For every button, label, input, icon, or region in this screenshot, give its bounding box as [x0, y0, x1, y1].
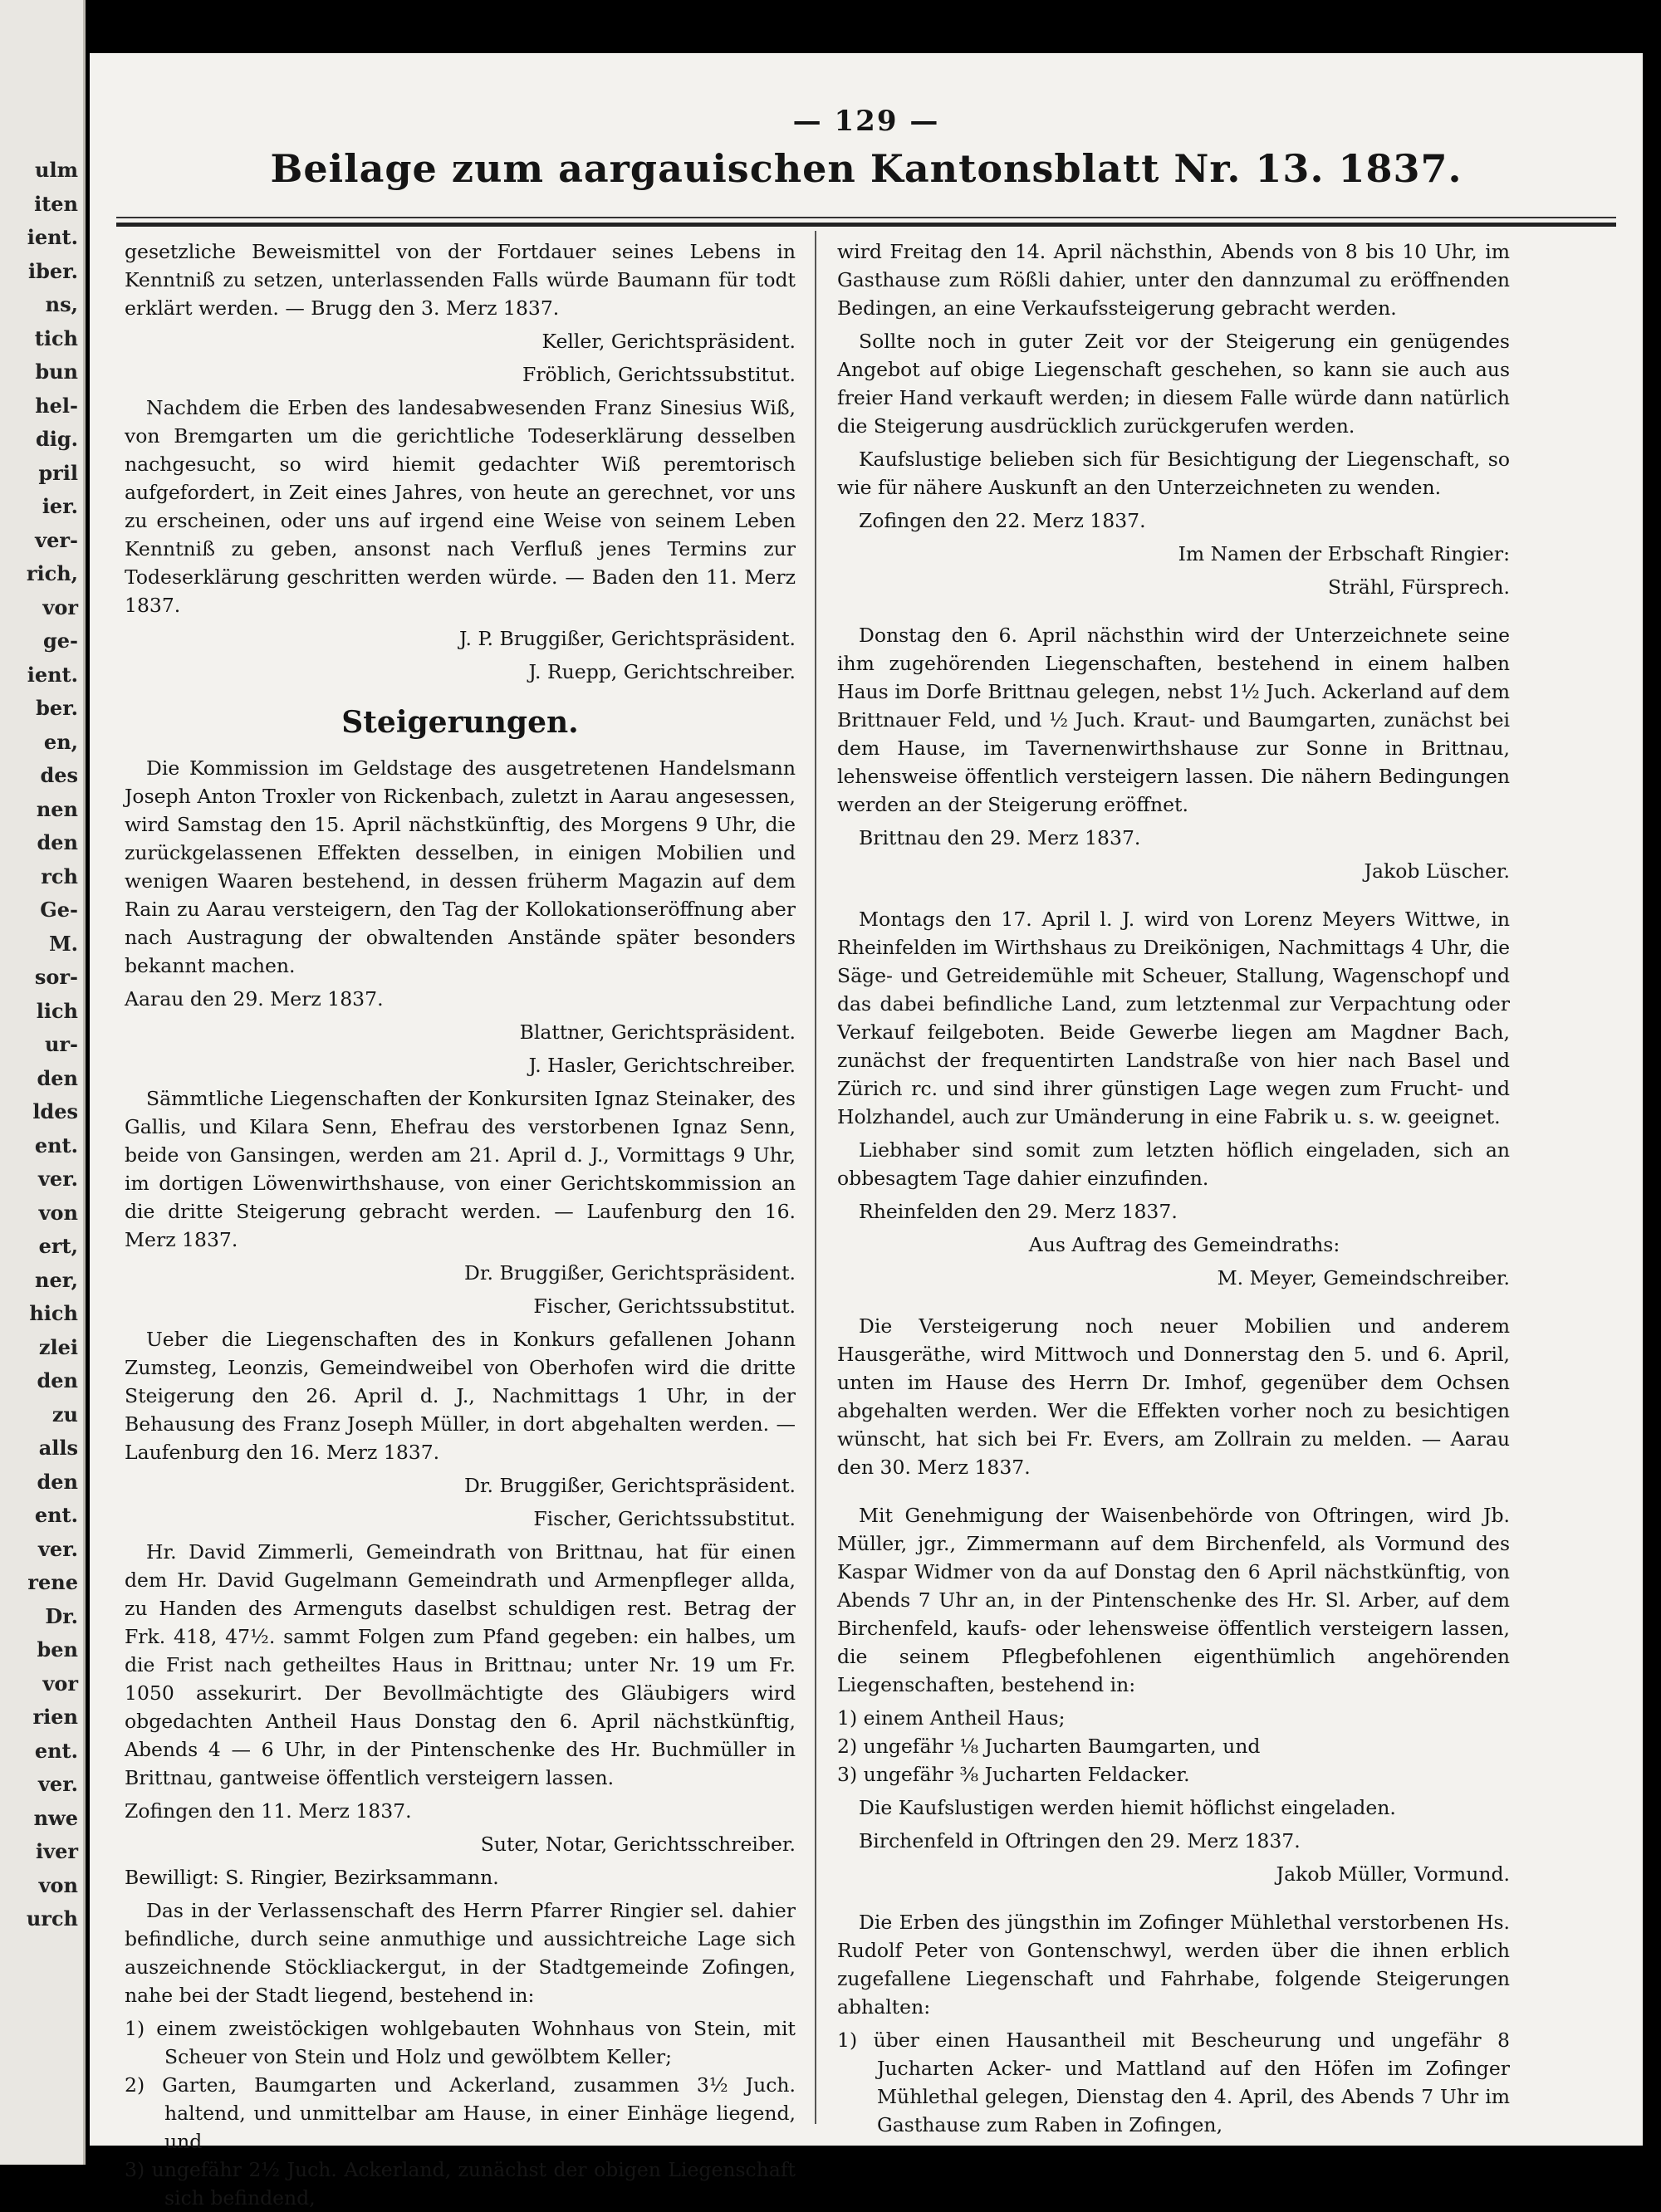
notice-luscher-text: Donstag den 6. April nächsthin wird der Unterzeichnete seine ihm zugehörenden Liegenschaften, bestehend in einem halben Haus im Dorfe Brittnau gelegen, nebst 1½ Juch. Ackerland auf dem Brittnauer Feld, und ½ Juch. Kraut- und Baumgarten, zunächst bei dem Hause, im Tavernenwirthshause zur Sonne in Brittnau, lehensweise öffentlich versteigern lassen. Die nähern Bedingungen werden an der Steigerung eröffnet. — [837, 624, 1510, 816]
notice-zumsteg-signature-2: Fischer, Gerichtssubstitut. — [533, 1507, 796, 1530]
list-item: 3) ungefähr ⅜ Jucharten Feldacker. — [837, 1763, 1190, 1786]
gutter-text-fragment: den — [37, 1065, 78, 1090]
gutter-text-fragment: alls — [38, 1436, 78, 1460]
notice-luscher-date: Brittnau den 29. Merz 1837. — [859, 826, 1141, 849]
gutter-text-fragment: ient. — [27, 225, 78, 249]
notice-meyer-signature-2: M. Meyer, Gemeindschreiber. — [1217, 1266, 1510, 1290]
notice-senn-signature-2: Fischer, Gerichtssubstitut. — [533, 1294, 796, 1318]
notice-ringier-date: Zofingen den 22. Merz 1837. — [859, 509, 1146, 532]
notice-zimmerli-text: Hr. David Zimmerli, Gemeindrath von Brittnau, hat für einen dem Hr. David Gugelmann Gemeindrath und Armenpfleger allda, zu Handen des Armenguts daselbst schuldigen rest. Betrag der Frk. 418, 47½. sammt Folgen zum Pfand gegeben: ein halbes, um die Frist nach getheiltes Haus in Brittnau; unter Nr. 19 um Fr. 1050 assekurirt. Der Bevollmächtigte des Gläubigers wird obgedachten Antheil Haus Donstag den 6. April nächstkünftig, Abends 4 — 6 Uhr, in der Pintenschenke des Hr. Buchmüller in Brittnau, gantweise öffentlich versteigern lassen. — [125, 1540, 796, 1789]
gutter-text-fragment: ient. — [27, 662, 78, 687]
gutter-text-fragment: ver. — [37, 1167, 78, 1191]
list-item: 1) einem Antheil Haus; — [837, 1706, 1066, 1730]
gutter-text-fragment: vor — [42, 1671, 78, 1696]
gutter-text-fragment: pril — [38, 460, 78, 485]
notice-meyer-signature-1: Aus Auftrag des Gemeindraths: — [1028, 1233, 1340, 1256]
section-heading-steigerungen: Steigerungen. — [341, 705, 579, 740]
notice-muller-list — [837, 1704, 1510, 1789]
gutter-text-fragment: hel- — [35, 393, 78, 418]
notice-baumann-text: gesetzliche Beweismittel von der Fortdauer seines Lebens in Kenntniß zu setzen, unterlassenden Falls würde Baumann für todt erklärt werden. — Brugg den 3. Merz 1837. — [125, 240, 796, 320]
gutter-text-fragment: ge- — [42, 629, 78, 653]
gutter-text-fragment: ver- — [35, 527, 78, 552]
gutter-text-fragment: Dr. — [45, 1603, 78, 1628]
notice-zimmerli-signature-2: Bewilligt: S. Ringier, Bezirksammann. — [125, 1866, 499, 1889]
notice-meyer-date: Rheinfelden den 29. Merz 1837. — [859, 1200, 1178, 1223]
gutter-text-fragment: ent. — [34, 1738, 78, 1763]
gutter-text-fragment: ert, — [38, 1234, 78, 1258]
gutter-text-fragment: vor — [42, 595, 78, 619]
right-column — [837, 237, 1510, 2136]
notice-ringier-signature-2: Strähl, Fürsprech. — [1327, 575, 1510, 599]
masthead-title: Beilage zum aargauischen Kantonsblatt Nr. 13. 1837. — [270, 146, 1463, 191]
gutter-text-fragment: zu — [51, 1402, 78, 1427]
notice-wiss-signature-1: J. P. Bruggißer, Gerichtspräsident. — [458, 627, 796, 650]
list-item: 1) einem zweistöckigen wohlgebauten Wohnhaus von Stein, mit Scheuer von Stein und Holz und gewölbtem Keller; — [125, 2017, 796, 2068]
gutter-text-fragment: von — [38, 1200, 78, 1225]
gutter-text-fragment: iber. — [28, 258, 78, 283]
notice-wiss-signature-2: J. Ruepp, Gerichtschreiber. — [528, 660, 796, 683]
page-number: — 129 — — [792, 105, 940, 138]
notice-zimmerli-date: Zofingen den 11. Merz 1837. — [125, 1799, 412, 1823]
notice-ringier-list — [125, 2014, 796, 2212]
gutter-text-fragment: ier. — [42, 494, 78, 518]
gutter-text-fragment: dig. — [35, 427, 78, 451]
gutter-text-fragment: nwe — [33, 1805, 78, 1830]
gutter-text-fragment: rch — [41, 864, 78, 888]
notice-senn-text: Sämmtliche Liegenschaften der Konkursiten Ignaz Steinaker, des Gallis, und Kilara Senn, Ehefrau des verstorbenen Ignaz Senn, beide von Gansingen, werden am 21. April d. J., Vormittags 9 Uhr, im dortigen Löwenwirthshause, von einer Gerichtskommission an die dritte Steigerung gebracht werden. — Laufenburg den 16. Merz 1837. — [125, 1087, 796, 1251]
list-item: 2) ungefähr ⅛ Jucharten Baumgarten, und — [837, 1735, 1261, 1758]
column-divider — [815, 231, 816, 2124]
spacer — [837, 1893, 1510, 1908]
gutter-text-fragment: den — [37, 1368, 78, 1392]
list-item: 1) über einen Hausantheil mit Bescheurung und ungefähr 8 Jucharten Acker- und Mattland auf den Höfen im Zofinger Mühlethal gelegen, Dienstag den 4. April, des Abends 7 Uhr im Gasthause zum Raben in Zofingen, — [837, 2028, 1510, 2136]
gutter-text-fragment: ben — [37, 1637, 78, 1661]
gutter-text-fragment: ber. — [36, 696, 78, 720]
notice-senn-signature-1: Dr. Bruggißer, Gerichtspräsident. — [464, 1261, 796, 1285]
notice-peter-list — [837, 2026, 1510, 2139]
gutter-text-fragment: rene — [27, 1570, 78, 1594]
newspaper-page — [90, 53, 1643, 2210]
notice-zimmerli-signature-1: Suter, Notar, Gerichtsschreiber. — [480, 1833, 796, 1856]
header-rule-thick — [116, 223, 1616, 227]
notice-ringier-text: Das in der Verlassenschaft des Herrn Pfarrer Ringier sel. dahier befindliche, durch seine anmuthige und aussichtreiche Lage sich auszeichnende Stöckliackergut, in der Stadtgemeinde Zofingen, nahe bei der Stadt liegend, bestehend in: — [125, 1899, 796, 2007]
notice-meyer-paragraph-2: Liebhaber sind somit zum letzten höflich eingeladen, sich an obbesagtem Tage dahier einzufinden. — [837, 1138, 1510, 1190]
gutter-text-fragment: ner, — [35, 1267, 78, 1292]
left-column — [125, 237, 796, 2210]
gutter-text-fragment: tich — [34, 325, 78, 350]
gutter-text-fragment: iver — [36, 1839, 78, 1863]
gutter-text-fragment: ver. — [37, 1772, 78, 1796]
notice-troxler-text: Die Kommission im Geldstage des ausgetretenen Handelsmann Joseph Anton Troxler von Rickenbach, zuletzt in Aarau angesessen, wird Samstag den 15. April nächstkünftig, des Morgens 9 Uhr, die zurückgelassenen Effekten desselben, in einigen Mobilien und wenigen Waaren bestehend, in dessen früherm Magazin auf dem Rain zu Aarau versteigern, den Tag der Kollokationseröffnung aber nach Austragung der obwaltenden Anstände später besonders bekannt machen. — [125, 756, 796, 977]
gutter-text-fragment: iten — [34, 191, 78, 216]
notice-muller-date: Birchenfeld in Oftringen den 29. Merz 1837. — [859, 1829, 1301, 1852]
gutter-text-fragment: rien — [32, 1705, 78, 1729]
gutter-text-fragment: ent. — [34, 1133, 78, 1157]
notice-imhof-text: Die Versteigerung noch neuer Mobilien und anderem Hausgeräthe, wird Mittwoch und Donnerstag den 5. und 6. April, unten im Hause des Herrn Dr. Imhof, gegenüber dem Ochsen abgehalten werden. Wer die Effekten vorher noch zu besichtigen wünscht, hat sich bei Fr. Evers, am Zollrain zu melden. — Aarau den 30. Merz 1837. — [837, 1314, 1510, 1479]
gutter-text-fragment: nen — [36, 796, 78, 821]
gutter-text-fragment: lich — [36, 998, 78, 1023]
notice-troxler-date: Aarau den 29. Merz 1837. — [125, 987, 384, 1011]
notice-ringier-paragraph-3: Kaufslustige belieben sich für Besichtigung der Liegenschaft, so wie für nähere Auskunft an den Unterzeichneten zu wenden. — [837, 448, 1510, 499]
gutter-text-fragment: ent. — [34, 1503, 78, 1527]
gutter-text-fragment: sor- — [34, 965, 78, 989]
notice-wiss-text: Nachdem die Erben des landesabwesenden Franz Sinesius Wiß, von Bremgarten um die gerichtliche Todeserklärung desselben nachgesucht, so wird hiemit gedachter Wiß peremtorisch aufgefordert, in Zeit eines Jahres, von heute an gerechnet, vor uns zu erscheinen, oder uns auf irgend eine Weise von seinem Leben Kenntniß zu geben, ansonst nach Verfluß jenes Termins zur Todeserklärung geschritten werden würde. — Baden den 11. Merz 1837. — [125, 396, 796, 617]
gutter-text-fragment: den — [37, 1469, 78, 1494]
gutter-text-fragment: urch — [26, 1906, 78, 1931]
spacer — [837, 1486, 1510, 1501]
notice-ringier-paragraph-2: Sollte noch in guter Zeit vor der Steigerung ein genügendes Angebot auf obige Liegenschaft geschehen, so kann sie auch aus freier Hand verkauft werden; in diesem Falle würde dann natürlich die Steigerung ausdrücklich zurückgerufen werden. — [837, 330, 1510, 438]
facing-page-edge — [0, 0, 86, 2165]
gutter-text-fragment: ver. — [37, 1536, 78, 1561]
notice-luscher-signature: Jakob Lüscher. — [1364, 859, 1510, 883]
notice-ringier-continued: wird Freitag den 14. April nächsthin, Abends von 8 bis 10 Uhr, im Gasthause zum Rößli dahier, unter den dannzumal zu eröffnenden Bedingen, an eine Verkaufssteigerung gebracht werden. — [837, 240, 1510, 320]
gutter-text-fragment: M. — [49, 931, 78, 956]
notice-zumsteg-signature-1: Dr. Bruggißer, Gerichtspräsident. — [464, 1474, 796, 1497]
notice-ringier-signature-1: Im Namen der Erbschaft Ringier: — [1178, 542, 1510, 565]
gutter-text-fragment: ur- — [44, 1032, 78, 1056]
gutter-text-fragment: en, — [43, 729, 78, 754]
notice-baumann-signature-2: Fröblich, Gerichtssubstitut. — [522, 363, 796, 386]
header-rule-thin — [116, 217, 1616, 218]
gutter-text-fragment: rich, — [26, 561, 78, 585]
notice-muller-paragraph-2: Die Kaufslustigen werden hiemit höflichst eingeladen. — [859, 1796, 1396, 1819]
gutter-text-fragment: den — [37, 830, 78, 854]
list-item: 3) ungefähr 2½ Juch. Ackerland, zunächst der obigen Liegenschaft sich befindend, — [125, 2158, 796, 2210]
notice-zumsteg-text: Ueber die Liegenschaften des in Konkurs gefallenen Johann Zumsteg, Leonzis, Gemeindweibel von Oberhofen wird die dritte Steigerung den 26. April d. J., Nachmittags 1 Uhr, in der Behausung des Franz Joseph Müller, in dort abgehalten werden. — Laufenburg den 16. Merz 1837. — [125, 1328, 796, 1464]
gutter-text-fragment: Ge- — [40, 898, 78, 922]
spacer — [837, 606, 1510, 621]
notice-peter-text: Die Erben des jüngsthin im Zofinger Mühlethal verstorbenen Hs. Rudolf Peter von Gontenschwyl, werden über die ihnen erblich zugefallene Liegenschaft und Fahrhabe, folgende Steigerungen abhalten: — [837, 1911, 1510, 2019]
notice-muller-text: Mit Genehmigung der Waisenbehörde von Oftringen, wird Jb. Müller, jgr., Zimmermann auf dem Birchenfeld, als Vormund des Kaspar Widmer von da auf Donstag den 6 April nächstkünftig, von Abends 7 Uhr an, in der Pintenschenke des Hr. Sl. Arber, auf dem Birchenfeld, kaufs- oder lehensweise öffentlich versteigern lassen, die seinem Pflegbefohlenen eigenthümlich angehörenden Liegenschaften, bestehend in: — [837, 1504, 1510, 1696]
notice-baumann-signature-1: Keller, Gerichtspräsident. — [541, 330, 796, 353]
gutter-text-fragment: des — [40, 763, 78, 787]
notice-muller-signature: Jakob Müller, Vormund. — [1276, 1862, 1510, 1886]
gutter-text-fragment: ldes — [32, 1099, 78, 1123]
gutter-text-fragment: ns, — [45, 292, 78, 316]
gutter-text-fragment: zlei — [38, 1334, 78, 1359]
notice-troxler-signature-2: J. Hasler, Gerichtschreiber. — [528, 1054, 796, 1077]
notice-troxler-signature-1: Blattner, Gerichtspräsident. — [519, 1020, 796, 1044]
gutter-text-fragment: von — [38, 1872, 78, 1897]
gutter-text-fragment: bun — [35, 360, 78, 384]
spacer — [837, 1297, 1510, 1312]
gutter-text-fragment: ulm — [35, 158, 78, 182]
gutter-text-fragment: hich — [29, 1301, 78, 1325]
spacer — [837, 890, 1510, 905]
list-item: 2) Garten, Baumgarten und Ackerland, zusammen 3½ Juch. haltend, und unmittelbar am Hause, in einer Einhäge liegend, und — [125, 2073, 796, 2153]
notice-meyer-text: Montags den 17. April l. J. wird von Lorenz Meyers Wittwe, in Rheinfelden im Wirthshaus zu Dreikönigen, Nachmittags 4 Uhr, die Säge- und Getreidemühle mit Scheuer, Stallung, Wagenschopf und das dabei befindliche Land, zum letztenmal zur Verpachtung oder Verkauf feilgeboten. Beide Gewerbe liegen am Magdner Bach, zunächst der frequentirten Landstraße von hier nach Basel und Zürich rc. und sind ihrer günstigen Lage wegen zum Frucht- und Holzhandel, auch zur Umänderung in eine Fabrik u. s. w. geeignet. — [837, 908, 1510, 1128]
